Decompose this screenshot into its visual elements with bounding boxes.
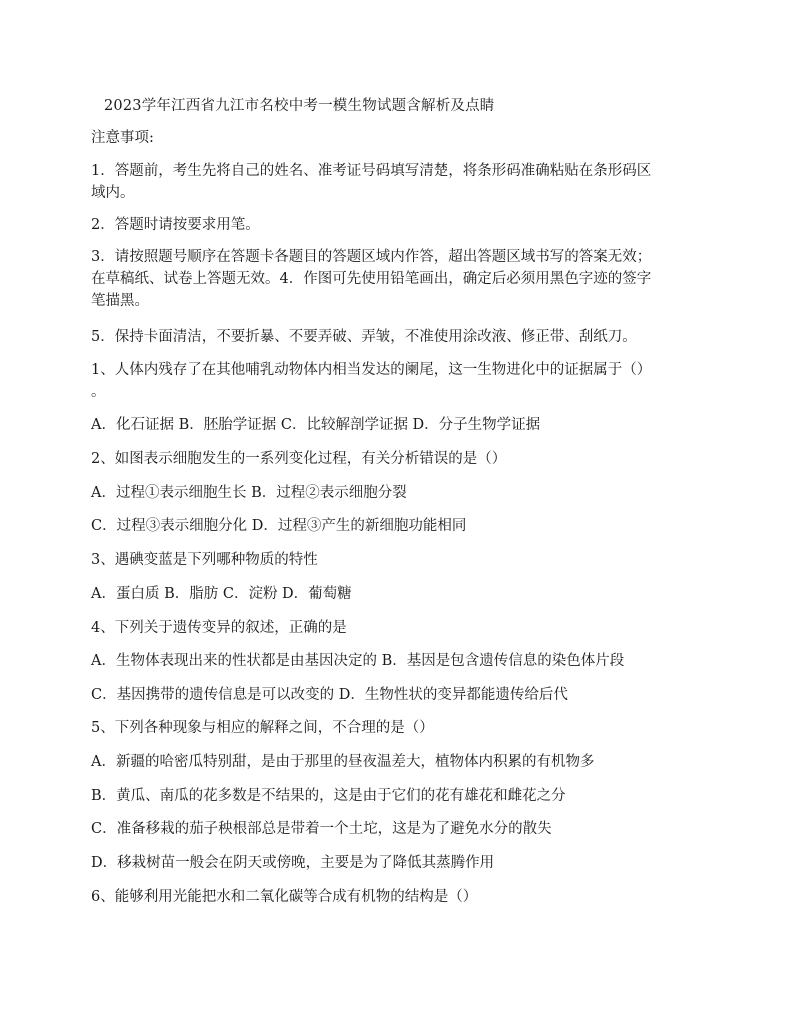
question-1-options: A．化石证据 B．胚胎学证据 C．比较解剖学证据 D．分子生物学证据 (91, 417, 541, 433)
notice-line: 域内。 (91, 185, 135, 201)
notice-heading: 注意事项: (91, 130, 154, 146)
question-2-option-ab: A．过程①表示细胞生长 B．过程②表示细胞分裂 (91, 485, 407, 501)
question-2-option-cd: C．过程③表示细胞分化 D．过程③产生的新细胞功能相同 (91, 518, 467, 534)
notice-item-3 (91, 246, 716, 312)
notice-line: 1．答题前，考生先将自己的姓名、准考证号码填写清楚，将条形码准确粘贴在条形码区 (91, 163, 652, 179)
question-5-option-c: C．准备移栽的茄子秧根部总是带着一个土坨，这是为了避免水分的散失 (91, 821, 552, 837)
question-5-option-b: B．黄瓜、南瓜的花多数是不结果的，这是由于它们的花有雄花和雌花之分 (91, 788, 566, 804)
page-title: 2023学年江西省九江市名校中考一模生物试题含解析及点睛 (104, 98, 495, 114)
question-2-stem: 2、如图表示细胞发生的一系列变化过程，有关分析错误的是（） (91, 451, 507, 467)
notice-line: 在草稿纸、试卷上答题无效。4．作图可先使用铅笔画出，确定后必须用黑色字迹的签字 (91, 271, 652, 287)
question-3-stem: 3、遇碘变蓝是下列哪种物质的特性 (91, 552, 318, 568)
question-stem-line: 1、人体内残存了在其他哺乳动物体内相当发达的阑尾，这一生物进化中的证据属于（） (91, 362, 652, 378)
question-1-stem (91, 359, 716, 403)
question-6-stem: 6、能够利用光能把水和二氧化碳等合成有机物的结构是（） (91, 889, 478, 905)
question-4-option-ab: A．生物体表现出来的性状都是由基因决定的 B．基因是包含遗传信息的染色体片段 (91, 653, 625, 669)
notice-item-1 (91, 160, 716, 204)
question-4-stem: 4、下列关于遗传变异的叙述，正确的是 (91, 620, 347, 636)
question-4-option-cd: C．基因携带的遗传信息是可以改变的 D．生物性状的变异都能遗传给后代 (91, 687, 568, 703)
question-5-option-d: D．移栽树苗一般会在阴天或傍晚，主要是为了降低其蒸腾作用 (91, 855, 495, 871)
question-5-stem: 5、下列各种现象与相应的解释之间，不合理的是（） (91, 720, 434, 736)
question-3-options: A．蛋白质 B．脂肪 C．淀粉 D．葡萄糖 (91, 586, 352, 602)
notice-line: 笔描黑。 (91, 293, 149, 309)
notice-line: 3．请按照题号顺序在答题卡各题目的答题区域内作答，超出答题区域书写的答案无效； (91, 249, 652, 265)
notice-item-5: 5．保持卡面清洁，不要折暴、不要弄破、弄皱，不准使用涂改液、修正带、刮纸刀。 (91, 329, 637, 345)
question-5-option-a: A．新疆的哈密瓜特别甜，是由于那里的昼夜温差大，植物体内积累的有机物多 (91, 754, 595, 770)
question-stem-line: 。 (91, 384, 106, 400)
notice-item-2: 2．答题时请按要求用笔。 (91, 217, 260, 233)
